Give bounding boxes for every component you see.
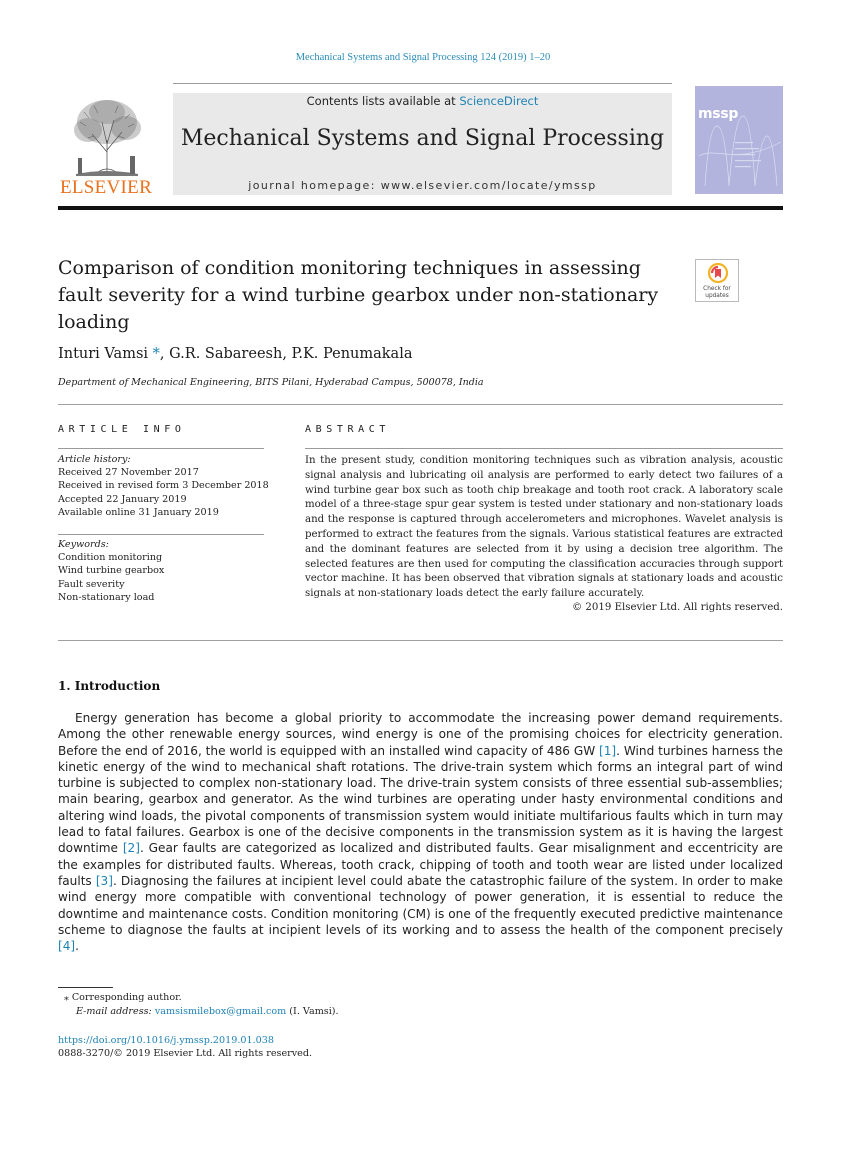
journal-cover-thumbnail <box>695 86 783 194</box>
footnote-rule <box>58 987 113 988</box>
history-item: Available online 31 January 2019 <box>58 507 219 519</box>
keyword-item: Wind turbine gearbox <box>58 565 165 577</box>
intro-text-segment: Energy generation has become a global priority to accommodate the increasing power demand requirements. Among the other renewable energy sources, wind energy is one of the promising choices for electricity generation. Before the end of 2016, the world is equipped with an installed wind capacity of 486 GW <box>58 711 783 758</box>
author-separator: , <box>159 346 170 362</box>
contents-availability-line <box>173 94 672 108</box>
citation-link[interactable]: [3] <box>95 873 113 888</box>
abstract-copyright: © 2019 Elsevier Ltd. All rights reserved. <box>571 602 783 613</box>
author-separator: , <box>282 346 292 362</box>
email-link[interactable]: vamsismilebox@gmail.com <box>154 1006 287 1017</box>
check-updates-label-line-1: Check for <box>703 286 731 292</box>
cover-title: mssp <box>698 106 739 122</box>
keywords-list <box>58 551 164 605</box>
section-divider <box>58 404 783 405</box>
citation-link[interactable]: [4] <box>58 939 76 954</box>
citation-link[interactable]: [2] <box>122 841 140 856</box>
keyword-item: Condition monitoring <box>58 552 163 563</box>
keyword-item: Fault severity <box>58 578 125 590</box>
email-label: E-mail address: <box>76 1006 152 1017</box>
issn-copyright: 0888-3270/© 2019 Elsevier Ltd. All rights reserved. <box>58 1048 313 1059</box>
email-owner: (I. Vamsi). <box>289 1006 339 1017</box>
check-updates-label-line-2: updates <box>705 293 729 299</box>
corresponding-author-note: ⁎ Corresponding author. <box>64 992 182 1003</box>
check-for-updates-button[interactable] <box>695 259 739 302</box>
journal-reference: Mechanical Systems and Signal Processing 124 (2019) 1–20 <box>295 52 551 63</box>
intro-text-segment: . Wind turbines harness the kinetic energy of the wind to mechanical shaft rotations. The drive-train system which forms an integral part of wind turbine is subjected to complex non-stationary load. The drive-train system consists of three essential sub-assemblies; main bearing, gearbox and generator. As the wind turbines are operating under hasty environmental conditions and altering wind loads, the pivotal components of transmission system would initiate multifarious faults which in turn may lead to fatal failures. Gearbox is one of the decisive components in the transmission system as it is having the largest downtime <box>58 743 783 856</box>
article-history-label: Article history: <box>58 454 131 465</box>
history-item: Received 27 November 2017 <box>58 467 199 478</box>
introduction-heading: 1. Introduction <box>58 679 161 693</box>
author-name: G.R. Sabareesh <box>169 346 283 362</box>
section-divider <box>58 640 783 641</box>
keywords-rule <box>58 534 264 535</box>
history-item: Received in revised form 3 December 2018 <box>58 480 269 492</box>
abstract-text: In the present study, condition monitoring techniques such as vibration analysis, acoustic signal analysis and lubricating oil analysis are performed to early detect two failures of a wind turbine gear box such as tooth chip breakage and tooth root crack. A laboratory scale model of a three-stage spur gear system is tested under stationary and non-stationary loads and the response is captured through accelerometers and microphones. Wavelet analysis is performed to extract the features from the signals. Various statistical features are extracted and the dominant features are selected from it by using a decision tree algorithm. The selected features are then used for computing the classification accuracies through support vector machine. It has been observed that vibration signals at stationary loads and acoustic signals at non-stationary loads detect the early failure accurately. <box>305 455 783 600</box>
article-info-rule <box>58 448 264 449</box>
check-updates-label <box>696 286 738 300</box>
citation-link[interactable]: [1] <box>599 743 617 758</box>
author-affiliation: Department of Mechanical Engineering, BITS Pilani, Hyderabad Campus, 500078, India <box>58 377 484 388</box>
doi-link[interactable]: https://doi.org/10.1016/j.ymssp.2019.01.038 <box>58 1035 274 1046</box>
author-list <box>58 346 412 362</box>
journal-homepage-line <box>173 179 672 192</box>
header-thick-rule <box>58 206 783 210</box>
article-info-heading: ARTICLE INFO <box>58 424 186 435</box>
keyword-item: Non-stationary load <box>58 592 155 604</box>
journal-title: Mechanical Systems and Signal Processing <box>180 126 665 151</box>
corresponding-author-mark[interactable]: * <box>152 346 160 362</box>
history-item: Accepted 22 January 2019 <box>58 493 187 505</box>
email-footnote <box>76 1006 339 1017</box>
abstract-heading: ABSTRACT <box>305 424 390 435</box>
homepage-link[interactable]: www.elsevier.com/locate/ymssp <box>380 179 597 192</box>
author-name: P.K. Penumakala <box>291 346 413 362</box>
sciencedirect-link[interactable]: ScienceDirect <box>459 94 539 108</box>
homepage-prefix: journal homepage: <box>248 179 381 192</box>
author-name: Inturi Vamsi <box>58 346 149 362</box>
introduction-paragraph <box>58 710 783 954</box>
article-title: Comparison of condition monitoring techniques in assessing fault severity for a wind turbine gearbox under non-stationary loading <box>58 257 659 333</box>
cover-wave-graphic-icon <box>695 86 783 194</box>
intro-text-segment: . Diagnosing the failures at incipient level could abate the catastrophic failure of the system. In order to make wind energy more compatible with conventional technology of power generation, it is essential to reduce the downtime and maintenance costs. Condition monitoring (CM) is one of the frequently executed predictive maintenance scheme to diagnose the faults at incipient levels of its working and to assess the health of the component precisely <box>58 873 783 937</box>
check-updates-bookmark-icon <box>708 263 728 285</box>
contents-prefix: Contents lists available at <box>306 94 460 108</box>
top-rule <box>173 83 672 84</box>
elsevier-wordmark: ELSEVIER <box>59 177 153 198</box>
keywords-label: Keywords: <box>58 539 109 550</box>
intro-text-segment: . <box>75 939 79 954</box>
article-history-list <box>58 466 269 520</box>
intro-text-segment: . Gear faults are categorized as localized and distributed faults. Gear misalignment and eccentricity are the examples for distributed faults. Whereas, tooth crack, chipping of tooth and tooth wear are listed under localized faults <box>58 841 783 888</box>
abstract-rule <box>305 448 783 449</box>
